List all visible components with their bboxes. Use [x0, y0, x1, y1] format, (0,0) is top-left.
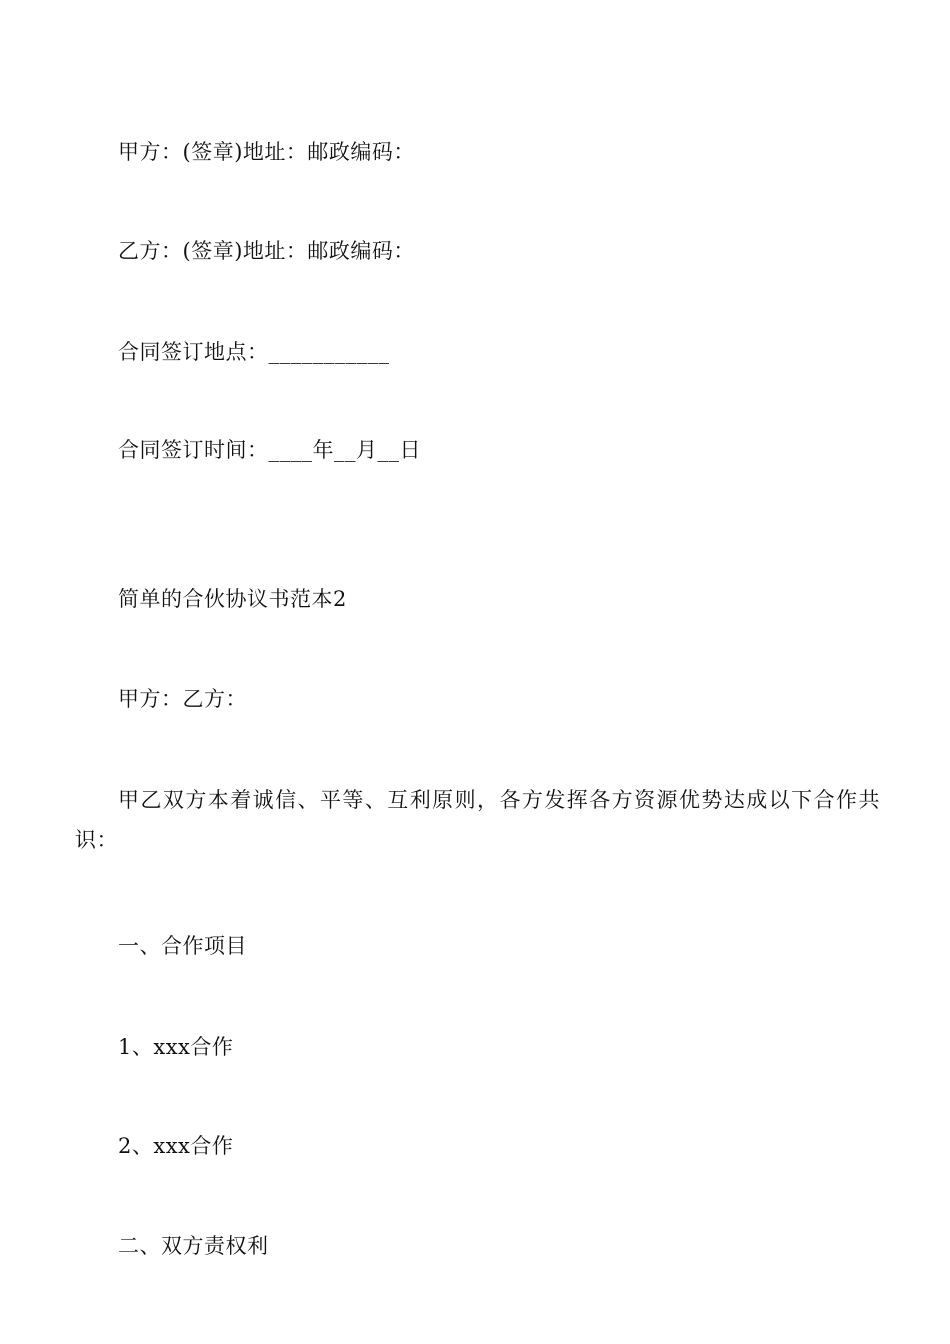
- section-title: 简单的合伙协议书范本2: [118, 587, 347, 611]
- party-b-signature-line: 乙方：(签章)地址：邮政编码：: [118, 239, 415, 263]
- item-2: 2、xxx合作: [118, 1134, 234, 1158]
- heading-rights-and-duties: 二、双方责权利: [118, 1234, 269, 1258]
- intro-paragraph: 甲乙双方本着诚信、平等、互利原则，各方发挥各方资源优势达成以下合作共识：: [75, 788, 880, 852]
- signing-place-line: 合同签订地点：___________: [118, 340, 390, 364]
- signing-time-line: 合同签订时间：____年__月__日: [118, 438, 421, 462]
- item-1: 1、xxx合作: [118, 1035, 234, 1059]
- heading-cooperation-project: 一、合作项目: [118, 934, 247, 958]
- party-a-signature-line: 甲方：(签章)地址：邮政编码：: [118, 140, 415, 164]
- parties-line: 甲方：乙方：: [118, 687, 247, 711]
